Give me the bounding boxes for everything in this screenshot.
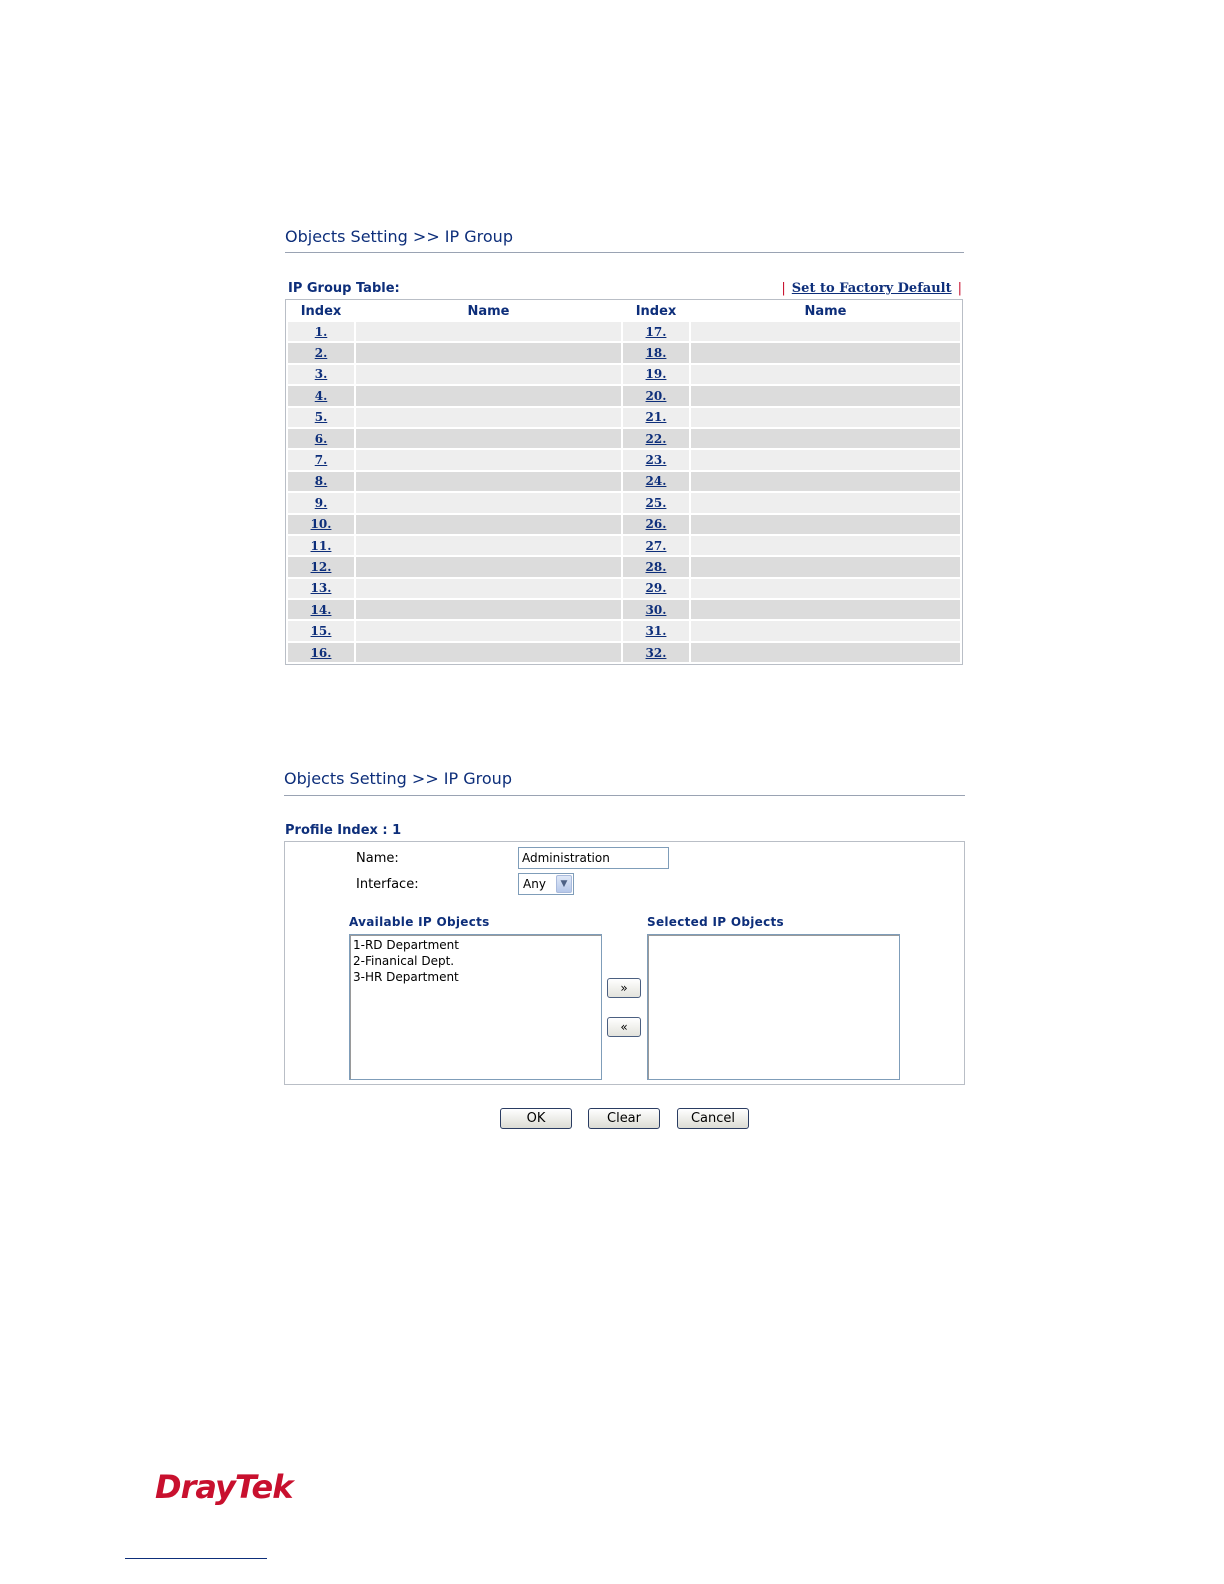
separator-right: | bbox=[957, 281, 962, 296]
name-cell bbox=[356, 450, 621, 469]
index-link[interactable]: 21. bbox=[645, 410, 667, 425]
index-link[interactable]: 13. bbox=[310, 581, 332, 596]
available-ip-objects-list[interactable] bbox=[349, 934, 602, 1080]
name-cell bbox=[356, 557, 621, 576]
interface-label: Interface: bbox=[356, 877, 419, 892]
index-cell bbox=[623, 515, 689, 534]
index-link[interactable]: 28. bbox=[645, 559, 667, 574]
index-link[interactable]: 30. bbox=[645, 602, 667, 617]
title-divider bbox=[284, 795, 965, 796]
table-row bbox=[288, 536, 960, 555]
name-cell bbox=[356, 621, 621, 640]
name-cell bbox=[691, 515, 960, 534]
index-cell bbox=[623, 472, 689, 491]
name-cell bbox=[356, 343, 621, 362]
index-cell bbox=[288, 536, 354, 555]
index-cell bbox=[288, 621, 354, 640]
table-body bbox=[288, 322, 960, 662]
index-link[interactable]: 8. bbox=[314, 474, 328, 489]
table-row bbox=[288, 450, 960, 469]
index-cell bbox=[623, 493, 689, 512]
name-cell bbox=[356, 429, 621, 448]
name-cell bbox=[356, 493, 621, 512]
index-link[interactable]: 3. bbox=[314, 367, 328, 382]
name-cell bbox=[691, 557, 960, 576]
name-cell bbox=[691, 365, 960, 384]
index-cell bbox=[288, 365, 354, 384]
index-cell bbox=[288, 408, 354, 427]
index-cell bbox=[288, 450, 354, 469]
name-cell bbox=[691, 536, 960, 555]
name-cell bbox=[691, 386, 960, 405]
name-cell bbox=[356, 408, 621, 427]
index-link[interactable]: 19. bbox=[645, 367, 667, 382]
column-header-index: Index bbox=[635, 303, 677, 319]
list-item[interactable]: 3-HR Department bbox=[353, 970, 459, 984]
name-cell bbox=[356, 600, 621, 619]
index-link[interactable]: 24. bbox=[645, 474, 667, 489]
index-link[interactable]: 22. bbox=[645, 431, 667, 446]
name-cell bbox=[691, 643, 960, 662]
index-cell bbox=[623, 408, 689, 427]
draytek-logo: DrayTek bbox=[155, 1468, 293, 1506]
name-cell bbox=[356, 386, 621, 405]
index-cell bbox=[288, 515, 354, 534]
remove-object-button[interactable]: « bbox=[607, 1017, 641, 1037]
profile-index-caption: Profile Index : 1 bbox=[285, 823, 402, 838]
index-cell bbox=[288, 643, 354, 662]
index-cell bbox=[623, 600, 689, 619]
index-link[interactable]: 10. bbox=[310, 517, 332, 532]
name-cell bbox=[691, 621, 960, 640]
title-divider bbox=[285, 252, 964, 253]
name-cell bbox=[691, 322, 960, 341]
index-link[interactable]: 29. bbox=[645, 581, 667, 596]
table-row bbox=[288, 493, 960, 512]
name-input[interactable] bbox=[518, 847, 669, 869]
index-cell bbox=[288, 472, 354, 491]
name-cell bbox=[691, 493, 960, 512]
list-item[interactable]: 1-RD Department bbox=[353, 938, 459, 952]
index-link[interactable]: 27. bbox=[645, 538, 667, 553]
table-row bbox=[288, 557, 960, 576]
index-cell bbox=[623, 429, 689, 448]
index-cell bbox=[623, 621, 689, 640]
clear-button[interactable]: Clear bbox=[588, 1108, 660, 1129]
name-cell bbox=[356, 515, 621, 534]
index-link[interactable]: 6. bbox=[314, 431, 328, 446]
index-cell bbox=[288, 579, 354, 598]
table-row bbox=[288, 579, 960, 598]
selected-ip-objects-caption: Selected IP Objects bbox=[647, 915, 784, 929]
add-object-button[interactable]: » bbox=[607, 978, 641, 998]
set-to-factory-default-link[interactable]: Set to Factory Default bbox=[791, 281, 952, 296]
page-title-table: Objects Setting >> IP Group bbox=[285, 227, 513, 246]
index-cell bbox=[288, 429, 354, 448]
cancel-button[interactable]: Cancel bbox=[677, 1108, 749, 1129]
table-row bbox=[288, 621, 960, 640]
name-label: Name: bbox=[356, 851, 399, 866]
table-row bbox=[288, 408, 960, 427]
index-cell bbox=[288, 493, 354, 512]
list-item[interactable]: 2-Finanical Dept. bbox=[353, 954, 455, 968]
index-cell bbox=[623, 365, 689, 384]
index-link[interactable]: 15. bbox=[310, 624, 332, 639]
table-row bbox=[288, 343, 960, 362]
index-cell bbox=[288, 343, 354, 362]
column-header-name: Name bbox=[804, 303, 847, 319]
factory-default-bar bbox=[781, 281, 962, 296]
interface-select-value: Any bbox=[523, 877, 546, 891]
index-link[interactable]: 9. bbox=[314, 495, 328, 510]
index-link[interactable]: 4. bbox=[314, 388, 328, 403]
name-cell bbox=[356, 579, 621, 598]
index-cell bbox=[288, 322, 354, 341]
index-link[interactable]: 11. bbox=[310, 538, 332, 553]
index-link[interactable]: 17. bbox=[645, 324, 667, 339]
index-link[interactable]: 14. bbox=[310, 602, 332, 617]
available-ip-objects-caption: Available IP Objects bbox=[349, 915, 490, 929]
index-cell bbox=[288, 600, 354, 619]
table-caption: IP Group Table: bbox=[288, 281, 400, 296]
index-link[interactable]: 25. bbox=[645, 495, 667, 510]
table-row bbox=[288, 472, 960, 491]
interface-select[interactable] bbox=[518, 873, 574, 895]
index-link[interactable]: 12. bbox=[310, 559, 332, 574]
table-row bbox=[288, 429, 960, 448]
index-link[interactable]: 31. bbox=[645, 624, 667, 639]
index-link[interactable]: 5. bbox=[314, 410, 328, 425]
index-link[interactable]: 16. bbox=[310, 645, 332, 660]
index-link[interactable]: 7. bbox=[314, 453, 328, 468]
index-cell bbox=[623, 643, 689, 662]
table-row bbox=[288, 600, 960, 619]
index-link[interactable]: 20. bbox=[645, 388, 667, 403]
page-title-profile: Objects Setting >> IP Group bbox=[284, 769, 512, 788]
name-cell bbox=[691, 600, 960, 619]
index-cell bbox=[288, 386, 354, 405]
name-cell bbox=[356, 536, 621, 555]
ok-button[interactable]: OK bbox=[500, 1108, 572, 1129]
table-row bbox=[288, 322, 960, 341]
index-cell bbox=[623, 386, 689, 405]
table-row bbox=[288, 365, 960, 384]
table-row bbox=[288, 515, 960, 534]
index-cell bbox=[623, 579, 689, 598]
index-cell bbox=[623, 322, 689, 341]
name-cell bbox=[356, 643, 621, 662]
name-cell bbox=[691, 579, 960, 598]
name-cell bbox=[691, 408, 960, 427]
ip-group-table bbox=[285, 299, 963, 665]
name-cell bbox=[691, 429, 960, 448]
name-cell bbox=[356, 472, 621, 491]
index-cell bbox=[623, 536, 689, 555]
name-cell bbox=[356, 322, 621, 341]
table-row bbox=[288, 386, 960, 405]
name-cell bbox=[356, 365, 621, 384]
selected-ip-objects-list[interactable] bbox=[647, 934, 900, 1080]
name-cell bbox=[691, 472, 960, 491]
name-cell bbox=[691, 450, 960, 469]
index-link[interactable]: 26. bbox=[645, 517, 667, 532]
index-cell bbox=[623, 343, 689, 362]
index-link[interactable]: 1. bbox=[314, 324, 328, 339]
separator-left: | bbox=[781, 281, 786, 296]
index-cell bbox=[623, 450, 689, 469]
chevron-down-icon[interactable]: ▼ bbox=[556, 875, 572, 893]
footer-divider bbox=[125, 1558, 267, 1559]
index-link[interactable]: 18. bbox=[645, 346, 667, 361]
index-link[interactable]: 32. bbox=[645, 645, 667, 660]
index-cell bbox=[623, 557, 689, 576]
column-header-index: Index bbox=[300, 303, 342, 319]
index-link[interactable]: 23. bbox=[645, 453, 667, 468]
table-row bbox=[288, 643, 960, 662]
name-cell bbox=[691, 343, 960, 362]
index-cell bbox=[288, 557, 354, 576]
index-link[interactable]: 2. bbox=[314, 346, 328, 361]
column-header-name: Name bbox=[467, 303, 510, 319]
